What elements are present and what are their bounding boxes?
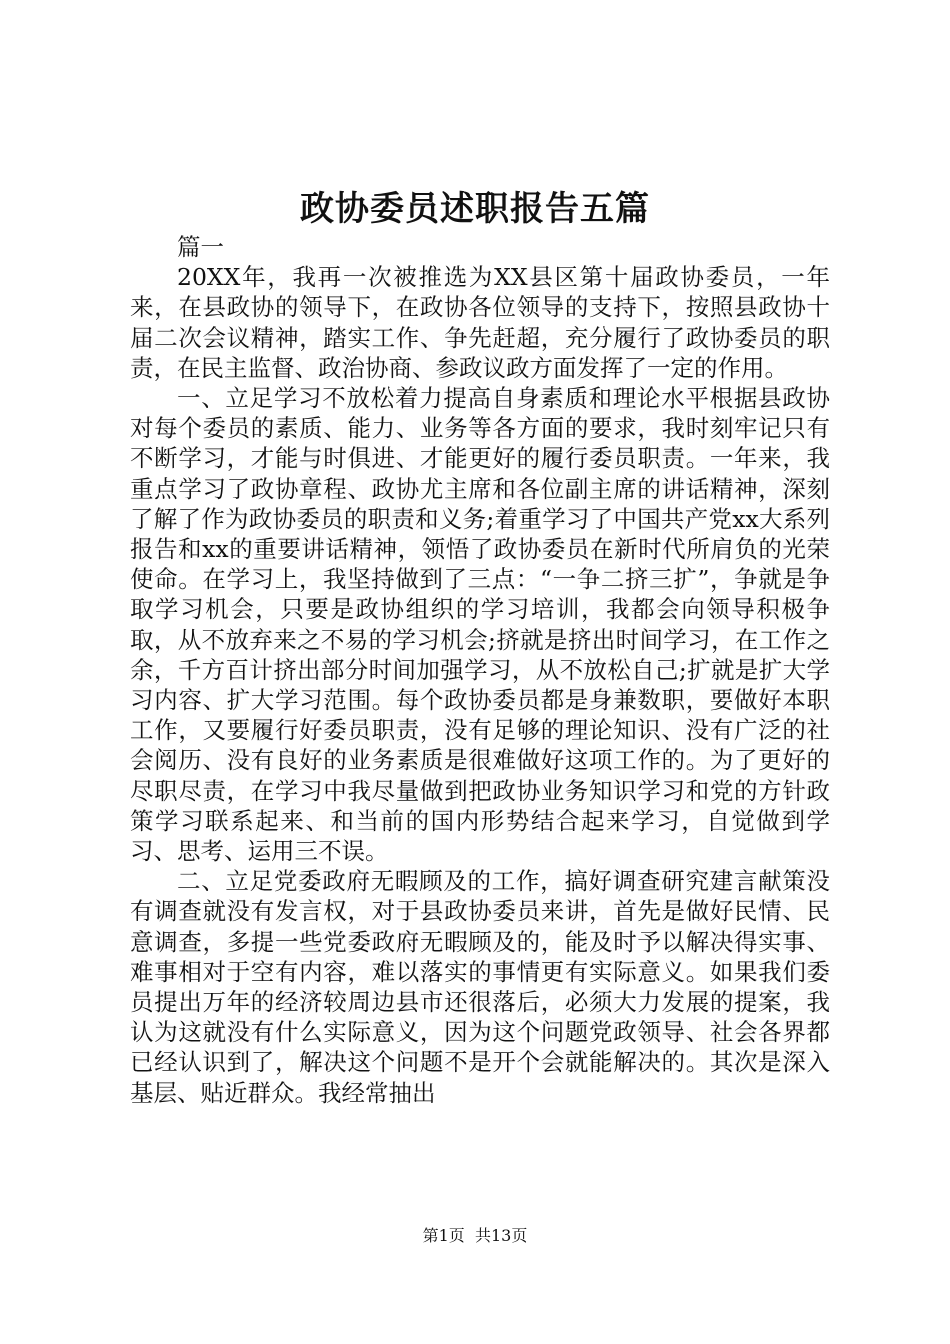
document-body bbox=[130, 232, 830, 1108]
page-number: 第1页 bbox=[422, 1226, 465, 1245]
body-paragraph: 一、立足学习不放松着力提高自身素质和理论水平根据县政协对每个委员的素质、能力、业务等各方面的要求，我时刻牢记只有不断学习，才能与时俱进、才能更好的履行委员职责。一年来，我重点学习了政协章程、政协尤主席和各位副主席的讲话精神，深刻了解了作为政协委员的职责和义务;着重学习了中国共产党xx大系列报告和xx的重要讲话精神，领悟了政协委员在新时代所肩负的光荣使命。在学习上，我坚持做到了三点：“一争二挤三扩”，争就是争取学习机会，只要是政协组织的学习培训，我都会向领导积极争取，从不放弃来之不易的学习机会;挤就是挤出时间学习，在工作之余，千方百计挤出部分时间加强学习，从不放松自己;扩就是扩大学习内容、扩大学习范围。每个政协委员都是身兼数职，要做好本职工作，又要履行好委员职责，没有足够的理论知识、没有广泛的社会阅历、没有良好的业务素质是很难做好这项工作的。为了更好的尽职尽责，在学习中我尽量做到把政协业务知识学习和党的方针政策学习联系起来、和当前的国内形势结合起来学习，自觉做到学习、思考、运用三不误。 bbox=[130, 384, 830, 866]
footer-separator bbox=[465, 1226, 475, 1245]
document-title: 政协委员述职报告五篇 bbox=[300, 189, 650, 229]
body-paragraph: 二、立足党委政府无暇顾及的工作，搞好调查研究建言献策没有调查就没有发言权，对于县政协委员来讲，首先是做好民情、民意调查，多提一些党委政府无暇顾及的，能及时予以解决得实事、难事相对于空有内容，难以落实的事情更有实际意义。如果我们委员提出万年的经济较周边县市还很落后，必须大力发展的提案，我认为这就没有什么实际意义，因为这个问题党政领导、社会各界都已经认识到了，解决这个问题不是开个会就能解决的。其次是深入基层、贴近群众。我经常抽出 bbox=[130, 867, 830, 1107]
section-heading: 篇一 bbox=[177, 233, 224, 261]
body-paragraph: 20XX年，我再一次被推选为XX县区第十届政协委员，一年来，在县政协的领导下，在政协各位领导的支持下，按照县政协十届二次会议精神，踏实工作、争先赶超，充分履行了政协委员的职责，在民主监督、政治协商、参政议政方面发挥了一定的作用。 bbox=[130, 263, 830, 382]
page-total: 共13页 bbox=[474, 1226, 528, 1245]
page-footer bbox=[0, 1226, 950, 1246]
